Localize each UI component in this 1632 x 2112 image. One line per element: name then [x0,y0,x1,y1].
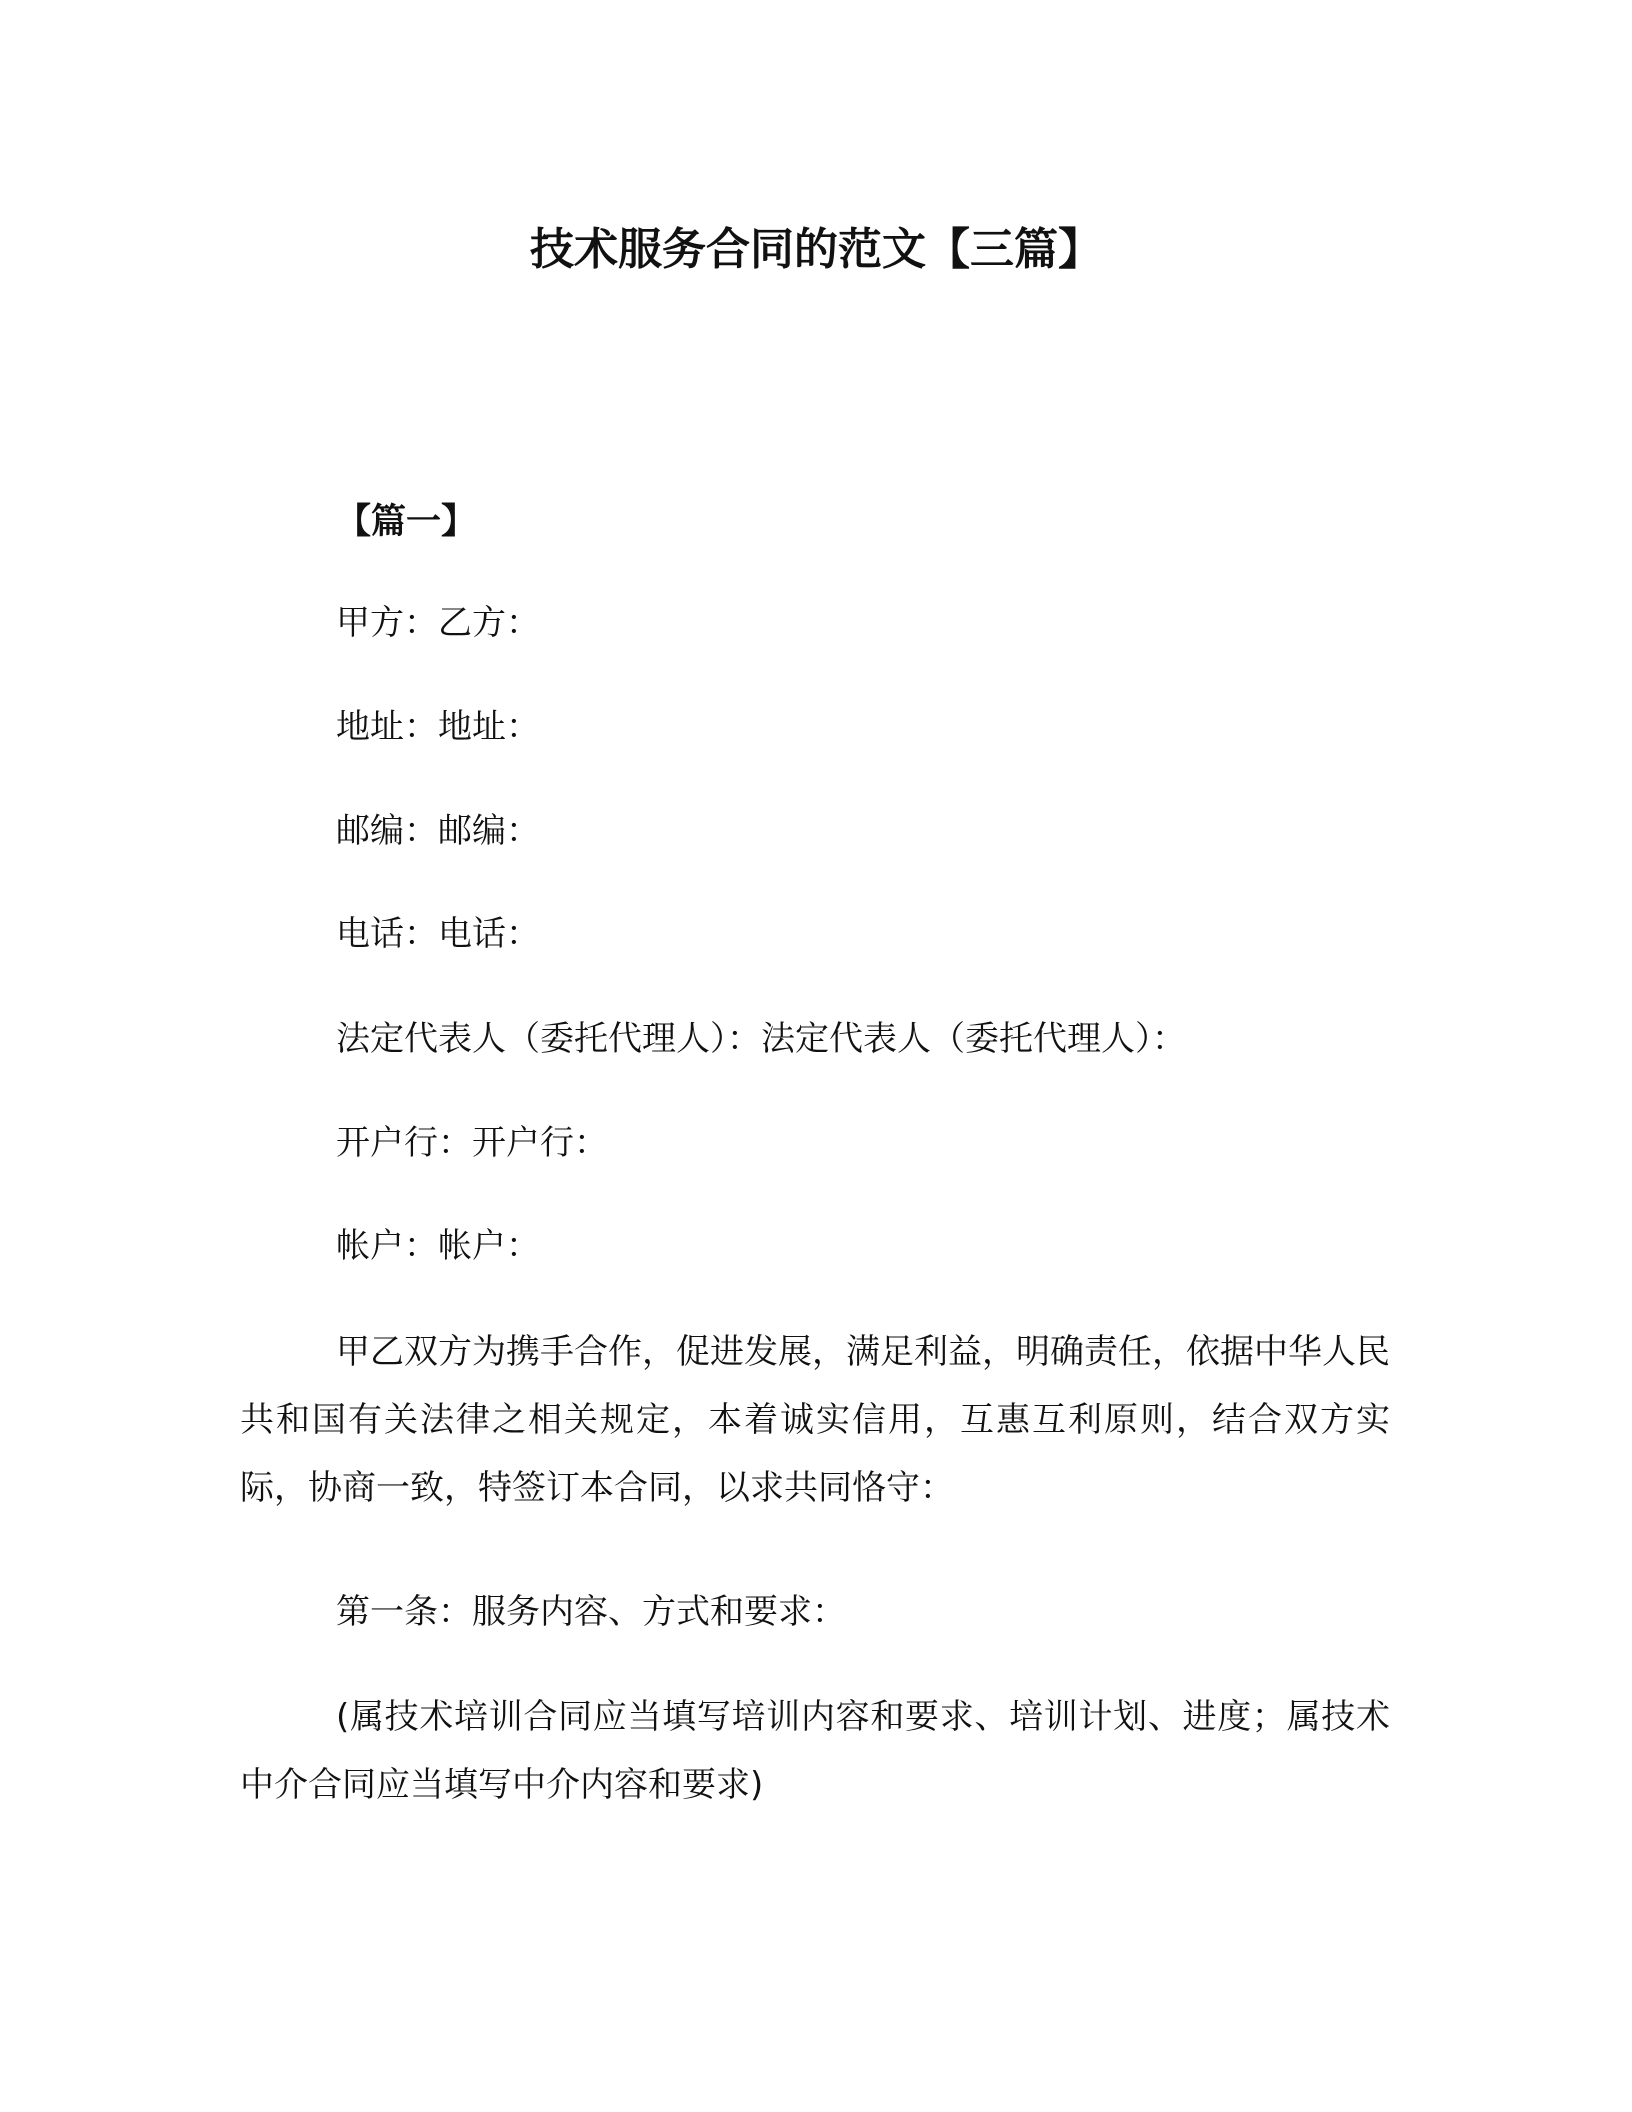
article-1-note: (属技术培训合同应当填写培训内容和要求、培训计划、进度；属技术中介合同应当填写中介内容和要求) [240,1697,1390,1805]
field-phone: 电话：电话： [336,914,540,954]
field-party: 甲方：乙方： [336,603,540,643]
field-legal-representative: 法定代表人（委托代理人）：法定代表人（委托代理人）： [336,1019,1186,1059]
section-heading: 【篇一】 [336,502,477,542]
intro-paragraph: 甲乙双方为携手合作，促进发展，满足利益，明确责任，依据中华人民共和国有关法律之相关规定，本着诚实信用，互惠互利原则，结合双方实际，协商一致，特签订本合同，以求共同恪守： [240,1332,1390,1508]
field-postcode: 邮编：邮编： [336,811,540,851]
document-title: 技术服务合同的范文【三篇】 [530,224,1102,275]
article-1-heading: 第一条：服务内容、方式和要求： [336,1592,846,1632]
field-bank: 开户行：开户行： [336,1123,608,1163]
field-address: 地址：地址： [336,707,540,747]
field-account: 帐户：帐户： [336,1226,540,1266]
